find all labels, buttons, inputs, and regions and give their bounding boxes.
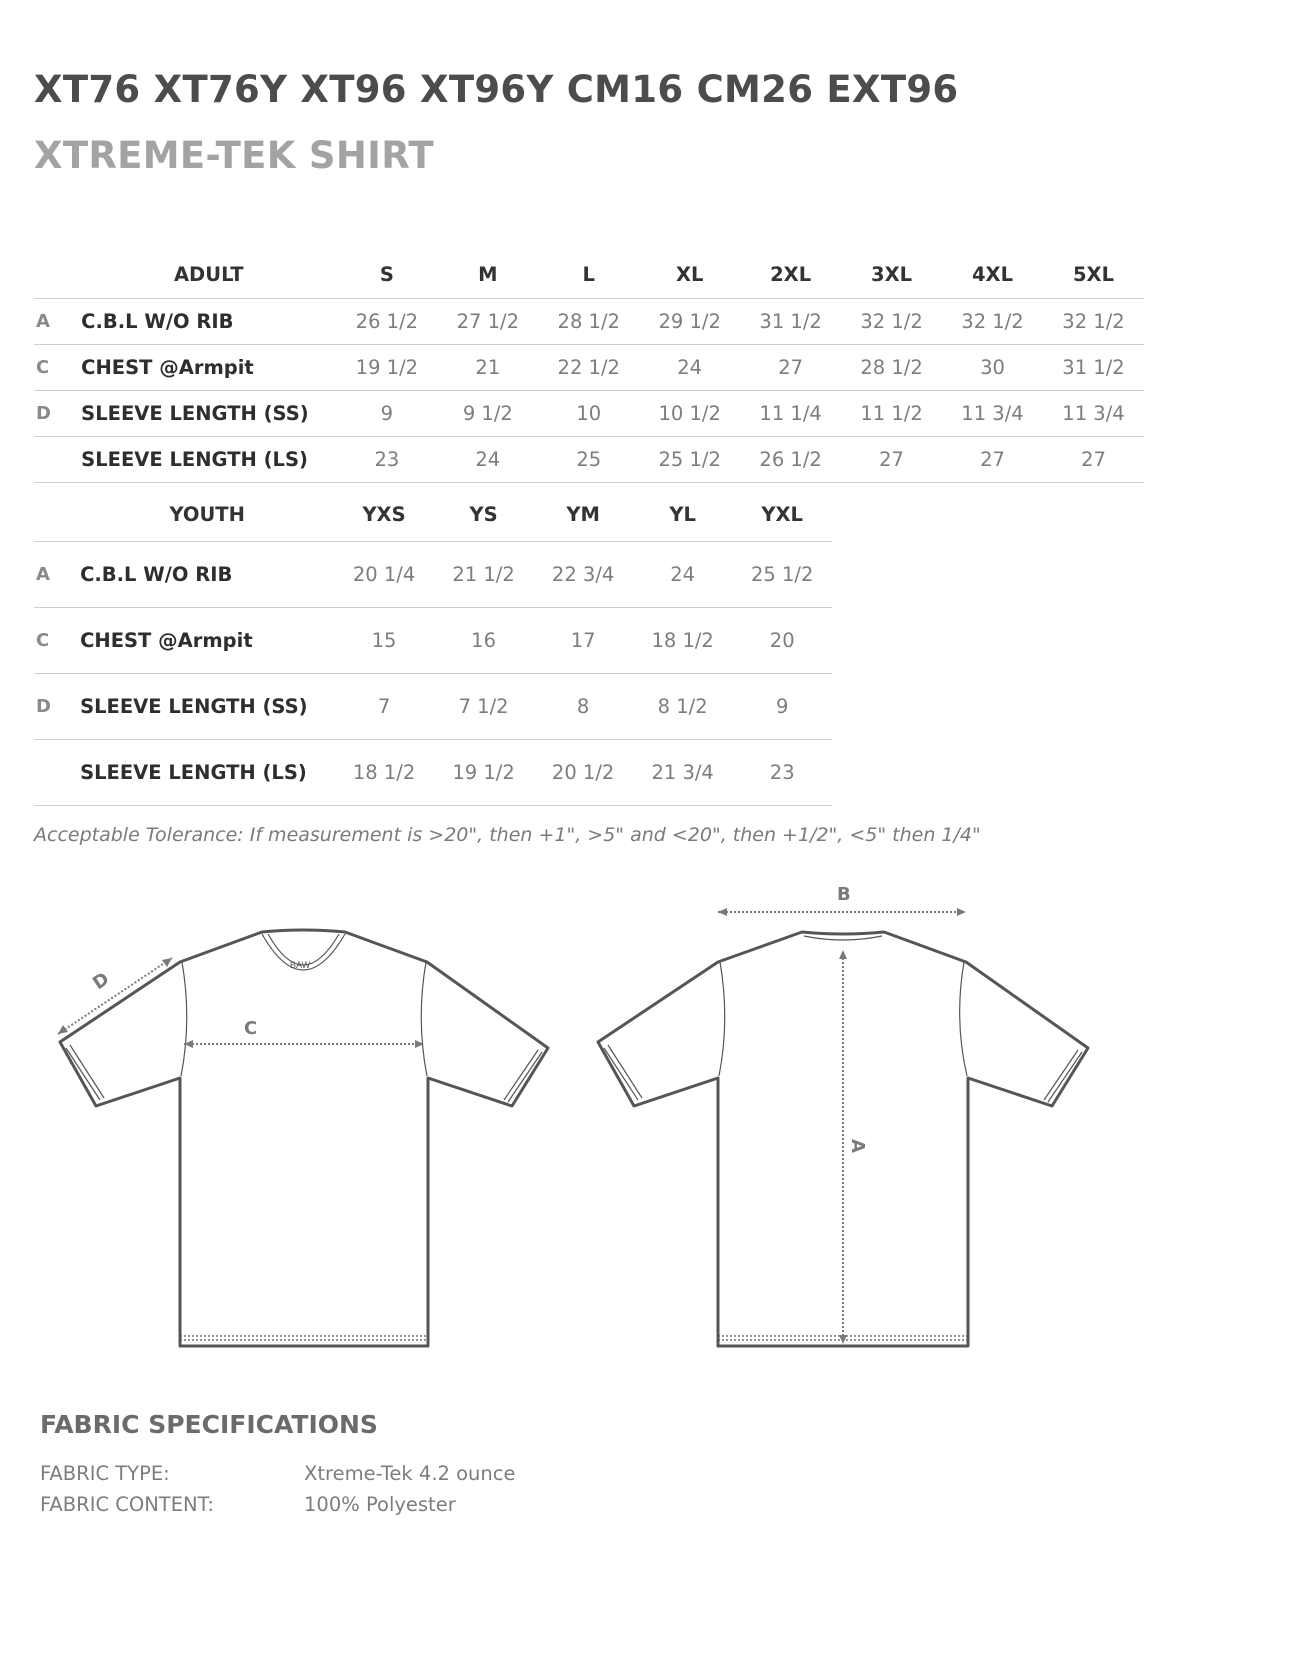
measure-letter: D xyxy=(34,390,81,436)
measure-c-label: C xyxy=(244,1018,258,1039)
table-cell: 22 1/2 xyxy=(538,344,639,390)
table-cell: 31 1/2 xyxy=(740,298,841,344)
table-cell: 19 1/2 xyxy=(434,739,534,805)
table-row xyxy=(34,673,832,739)
table-cell: 32 1/2 xyxy=(1043,298,1144,344)
measure-label: SLEEVE LENGTH (LS) xyxy=(81,436,336,482)
fabric-specs-title: FABRIC SPECIFICATIONS xyxy=(40,1410,378,1439)
table-cell: 27 xyxy=(841,436,942,482)
table-cell: 21 1/2 xyxy=(434,541,534,607)
front-shirt-outline xyxy=(60,930,548,1346)
table-row xyxy=(34,607,832,673)
table-corner xyxy=(34,488,80,541)
page-subtitle: XTREME-TEK SHIRT xyxy=(34,134,434,177)
adult-size-table xyxy=(34,252,1144,483)
table-cell: 20 1/2 xyxy=(533,739,633,805)
table-cell: 8 xyxy=(533,673,633,739)
size-header: L xyxy=(582,263,595,287)
table-cell: 23 xyxy=(336,436,437,482)
table-row xyxy=(34,739,832,805)
shirt-diagram xyxy=(0,870,1294,1370)
table-cell: 22 3/4 xyxy=(533,541,633,607)
size-header: YL xyxy=(669,502,696,526)
neck-tag-label: BAW xyxy=(290,960,311,970)
table-cell: 18 1/2 xyxy=(334,739,434,805)
table-cell: 27 1/2 xyxy=(437,298,538,344)
measure-c-arrow xyxy=(184,1040,424,1048)
table-cell: 20 xyxy=(732,607,832,673)
table-cell: 17 xyxy=(533,607,633,673)
size-header: M xyxy=(478,263,498,287)
tolerance-note: Acceptable Tolerance: If measurement is >20", then +1", >5" and <20", then +1/2", <5" then 1/4" xyxy=(34,824,981,846)
size-header: YM xyxy=(566,502,600,526)
table-cell: 21 xyxy=(437,344,538,390)
table-cell: 18 1/2 xyxy=(633,607,733,673)
measure-letter: C xyxy=(34,344,81,390)
measure-a-arrow xyxy=(839,950,847,1344)
table-row xyxy=(34,436,1144,482)
page-title: XT76 XT76Y XT96 XT96Y CM16 CM26 EXT96 xyxy=(34,68,959,111)
size-header: YXL xyxy=(761,502,803,526)
table-cell: 11 1/2 xyxy=(841,390,942,436)
measure-letter: A xyxy=(34,298,81,344)
measure-letter xyxy=(34,739,80,805)
youth-section-label: YOUTH xyxy=(169,502,245,526)
fabric-spec-key: FABRIC CONTENT: xyxy=(40,1493,214,1516)
table-row xyxy=(34,390,1144,436)
table-cell: 25 xyxy=(538,436,639,482)
table-cell: 11 1/4 xyxy=(740,390,841,436)
size-header: 2XL xyxy=(770,263,812,287)
table-cell: 20 1/4 xyxy=(334,541,434,607)
fabric-spec-value: Xtreme-Tek 4.2 ounce xyxy=(304,1462,516,1485)
table-cell: 10 1/2 xyxy=(639,390,740,436)
table-cell: 11 3/4 xyxy=(1043,390,1144,436)
size-header: 5XL xyxy=(1072,263,1114,287)
measure-label: C.B.L W/O RIB xyxy=(81,298,336,344)
table-corner xyxy=(34,252,81,298)
table-cell: 28 1/2 xyxy=(841,344,942,390)
size-header: 3XL xyxy=(871,263,913,287)
table-cell: 32 1/2 xyxy=(841,298,942,344)
measure-label: CHEST @Armpit xyxy=(80,607,334,673)
measure-label: SLEEVE LENGTH (LS) xyxy=(80,739,334,805)
youth-size-table xyxy=(34,488,832,806)
fabric-spec-value: 100% Polyester xyxy=(304,1493,456,1516)
size-header: YS xyxy=(469,502,498,526)
table-cell: 27 xyxy=(740,344,841,390)
adult-section-label: ADULT xyxy=(173,263,244,287)
size-header: XL xyxy=(675,263,704,287)
measure-letter: A xyxy=(34,541,80,607)
measure-label: C.B.L W/O RIB xyxy=(80,541,334,607)
table-cell: 27 xyxy=(1043,436,1144,482)
measure-b-label: B xyxy=(837,884,851,905)
table-row xyxy=(34,541,832,607)
table-cell: 28 1/2 xyxy=(538,298,639,344)
measure-label: CHEST @Armpit xyxy=(81,344,336,390)
size-header: S xyxy=(379,263,394,287)
table-cell: 19 1/2 xyxy=(336,344,437,390)
table-cell: 11 3/4 xyxy=(942,390,1043,436)
table-cell: 15 xyxy=(334,607,434,673)
fabric-spec-key: FABRIC TYPE: xyxy=(40,1462,170,1485)
table-cell: 21 3/4 xyxy=(633,739,733,805)
table-cell: 9 xyxy=(336,390,437,436)
table-cell: 24 xyxy=(633,541,733,607)
table-cell: 26 1/2 xyxy=(336,298,437,344)
measure-d-label: D xyxy=(89,968,114,995)
table-cell: 16 xyxy=(434,607,534,673)
table-cell: 7 1/2 xyxy=(434,673,534,739)
table-cell: 32 1/2 xyxy=(942,298,1043,344)
back-neck-collar xyxy=(804,936,882,940)
measure-d-arrow xyxy=(58,958,172,1034)
table-cell: 29 1/2 xyxy=(639,298,740,344)
table-row xyxy=(34,344,1144,390)
table-cell: 10 xyxy=(538,390,639,436)
adult-header-row xyxy=(34,252,1144,298)
table-cell: 9 xyxy=(732,673,832,739)
measure-letter: D xyxy=(34,673,80,739)
table-cell: 27 xyxy=(942,436,1043,482)
table-cell: 25 1/2 xyxy=(732,541,832,607)
table-cell: 23 xyxy=(732,739,832,805)
measure-label: SLEEVE LENGTH (SS) xyxy=(81,390,336,436)
table-cell: 9 1/2 xyxy=(437,390,538,436)
table-cell: 7 xyxy=(334,673,434,739)
table-cell: 24 xyxy=(639,344,740,390)
table-row xyxy=(34,298,1144,344)
measure-a-label: A xyxy=(847,1139,868,1153)
table-cell: 31 1/2 xyxy=(1043,344,1144,390)
table-cell: 30 xyxy=(942,344,1043,390)
youth-header-row xyxy=(34,488,832,541)
size-header: YXS xyxy=(362,502,406,526)
table-cell: 25 1/2 xyxy=(639,436,740,482)
table-cell: 8 1/2 xyxy=(633,673,733,739)
table-cell: 24 xyxy=(437,436,538,482)
measure-letter xyxy=(34,436,81,482)
measure-letter: C xyxy=(34,607,80,673)
measure-label: SLEEVE LENGTH (SS) xyxy=(80,673,334,739)
size-header: 4XL xyxy=(971,263,1014,287)
measure-b-arrow xyxy=(718,908,966,916)
table-cell: 26 1/2 xyxy=(740,436,841,482)
